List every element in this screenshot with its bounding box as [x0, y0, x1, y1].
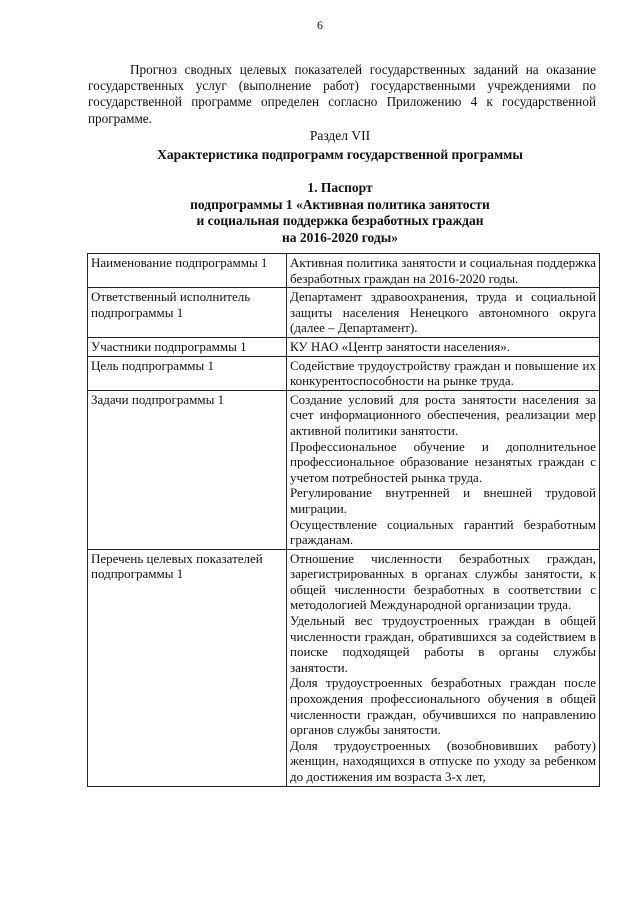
value-paragraph: Отношение численности безработных граждан, зарегистрированных в органах службы занятости, к общей численности безработных в соответствии с методологией Международной организации труда. [290, 550, 596, 613]
table-row [88, 337, 600, 356]
row-value [287, 549, 600, 786]
value-paragraph: Активная политика занятости и социальная поддержка безработных граждан на 2016-2020 годы. [290, 255, 596, 286]
value-paragraph: Доля трудоустроенных (возобновивших работу) женщин, находящихся в отпуске по уходу за ребенком до достижения им возраста 3-х лет, [290, 737, 596, 784]
value-paragraph: Осуществление социальных гарантий безработным гражданам. [290, 516, 596, 548]
value-paragraph: Департамент здравоохранения, труда и социальной защиты населения Ненецкого автономного округа (далее – Департамент). [290, 289, 596, 336]
table-row [88, 254, 600, 288]
table-row [88, 288, 600, 338]
row-value [287, 337, 600, 356]
row-label: Участники подпрограммы 1 [88, 337, 287, 356]
passport-title-line: на 2016-2020 годы» [281, 229, 399, 245]
value-paragraph: КУ НАО «Центр занятости населения». [290, 338, 510, 354]
passport-title-line: 1. Паспорт [307, 180, 373, 195]
value-paragraph: Удельный вес трудоустроенных граждан в общей численности граждан, обратившихся за содействием в поиске подходящей работы в органы службы занятости. [290, 613, 596, 675]
value-paragraph: Доля трудоустроенных безработных граждан после прохождения профессионального обучения в общей численности граждан, обучившихся по направлению органов службы занятости. [290, 675, 596, 738]
table-row [88, 390, 600, 549]
value-paragraph: Профессиональное обучение и дополнительное профессиональное образование незанятых граждан с учетом потребностей рынка труда. [290, 438, 596, 485]
row-label: Наименование подпрограммы 1 [88, 254, 287, 288]
row-value [287, 288, 600, 338]
intro-paragraph: Прогноз сводных целевых показателей государственных заданий на оказание государственных услуг (выполнение работ) государственными учреждениями по государственной программе определен согласно Приложению 4 к государственной программе. [88, 62, 596, 126]
value-paragraph: Создание условий для роста занятости населения за счет информационного обеспечения, реализации мер активной политики занятости. [290, 391, 596, 438]
section-label: Раздел VII [309, 128, 371, 143]
passport-title-line: подпрограммы 1 «Активная политика занятости [190, 196, 490, 212]
row-value [287, 356, 600, 390]
passport-title [0, 180, 640, 246]
row-value [287, 254, 600, 288]
row-label: Ответственный исполнитель подпрограммы 1 [88, 288, 287, 338]
section-title: Характеристика подпрограмм государственной программы [157, 147, 523, 162]
passport-table [87, 253, 600, 787]
value-paragraph: Регулирование внутренней и внешней трудовой миграции. [290, 485, 596, 516]
row-label: Задачи подпрограммы 1 [88, 390, 287, 549]
passport-title-line: и социальная поддержка безработных граждан [196, 213, 484, 228]
table-row [88, 356, 600, 390]
row-label: Цель подпрограммы 1 [88, 356, 287, 390]
value-paragraph: Содействие трудоустройству граждан и повышение их конкурентоспособности на рынке труда. [290, 357, 596, 389]
row-value [287, 390, 600, 549]
page-number: 6 [317, 18, 323, 32]
table-row [88, 549, 600, 786]
row-label: Перечень целевых показателей подпрограммы 1 [88, 549, 287, 786]
